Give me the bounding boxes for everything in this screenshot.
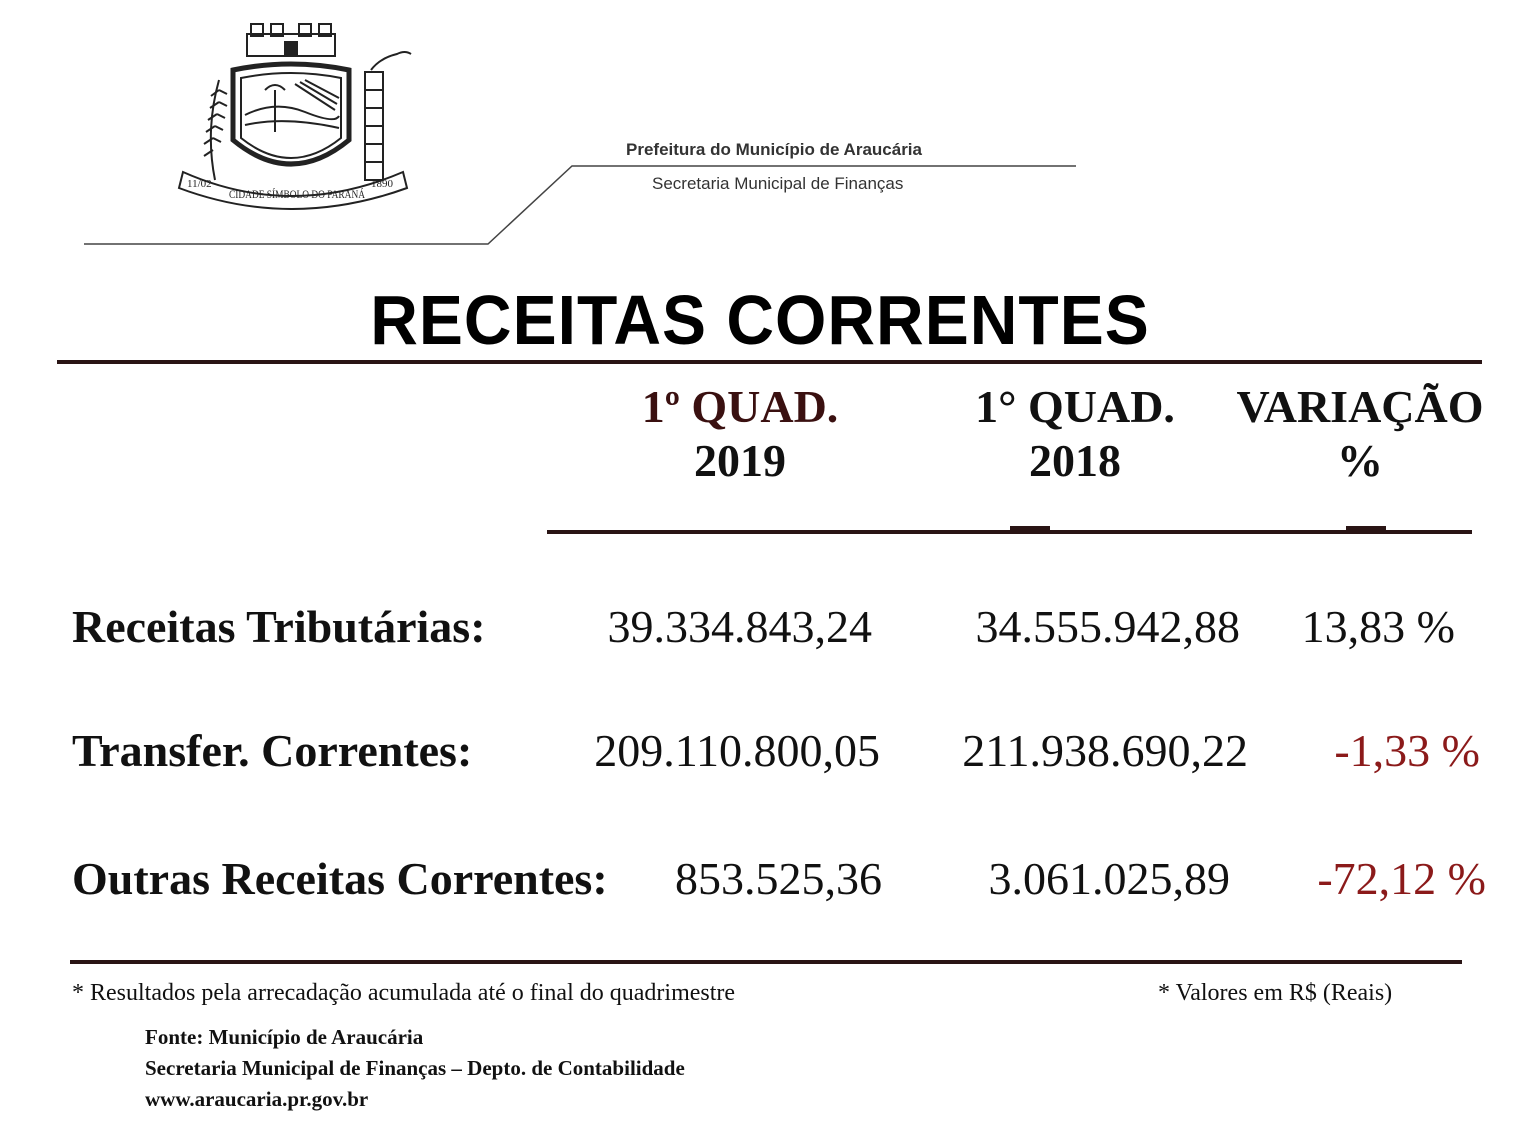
column-header-2018-line1: 1° QUAD. (975, 381, 1175, 432)
row-label-outras-receitas-correntes: Outras Receitas Correntes: (72, 853, 608, 904)
note-values-currency: * Valores em R$ (Reais) (1158, 980, 1393, 1006)
source-block (145, 1022, 685, 1115)
crest-motto: CIDADE SÍMBOLO DO PARANÁ (229, 187, 366, 201)
variation-outras-receitas-correntes: -72,12 % (1317, 853, 1486, 904)
row-label-receitas-tributarias: Receitas Tributárias: (72, 601, 486, 652)
row-label-transfer-correntes: Transfer. Correntes: (72, 725, 473, 776)
page-title: RECEITAS CORRENTES (370, 281, 1150, 359)
header-divider-lines (0, 0, 1520, 260)
column-header-variation-line1: VARIAÇÃO (1236, 381, 1484, 432)
header-underline-tick (1346, 526, 1386, 532)
crest-left-date: 11/02 (187, 178, 212, 190)
value-2018-receitas-tributarias: 34.555.942,88 (975, 601, 1240, 652)
column-header-variation-line2: % (1337, 435, 1383, 486)
column-header-2019-line2: 2019 (694, 435, 786, 486)
header-underline-tick (1010, 526, 1050, 532)
table-bottom-rule (70, 960, 1462, 964)
column-header-2018 (940, 380, 1210, 488)
variation-receitas-tributarias: 13,83 % (1301, 601, 1455, 652)
note-accumulated-results: * Resultados pela arrecadação acumulada até o final do quadrimestre (72, 980, 736, 1006)
value-2019-transfer-correntes: 209.110.800,05 (594, 725, 880, 776)
column-header-variation (1230, 380, 1490, 488)
crest-right-date: 1890 (371, 178, 393, 190)
column-header-2019 (590, 380, 890, 488)
value-2019-receitas-tributarias: 39.334.843,24 (607, 601, 872, 652)
org-name: Prefeitura do Município de Araucária (626, 140, 922, 159)
value-2018-outras-receitas-correntes: 3.061.025,89 (988, 853, 1230, 904)
source-line-2: Secretaria Municipal de Finanças – Depto. de Contabilidade (145, 1056, 685, 1080)
source-line-1: Fonte: Município de Araucária (145, 1025, 424, 1049)
column-header-2019-line1: 1º QUAD. (641, 381, 839, 432)
column-header-2018-line2: 2018 (1029, 435, 1121, 486)
title-underline (57, 360, 1482, 364)
value-2019-outras-receitas-correntes: 853.525,36 (675, 853, 882, 904)
value-2018-transfer-correntes: 211.938.690,22 (962, 725, 1248, 776)
variation-transfer-correntes: -1,33 % (1334, 725, 1480, 776)
org-department: Secretaria Municipal de Finanças (652, 174, 904, 193)
source-website: www.araucaria.pr.gov.br (145, 1087, 369, 1111)
